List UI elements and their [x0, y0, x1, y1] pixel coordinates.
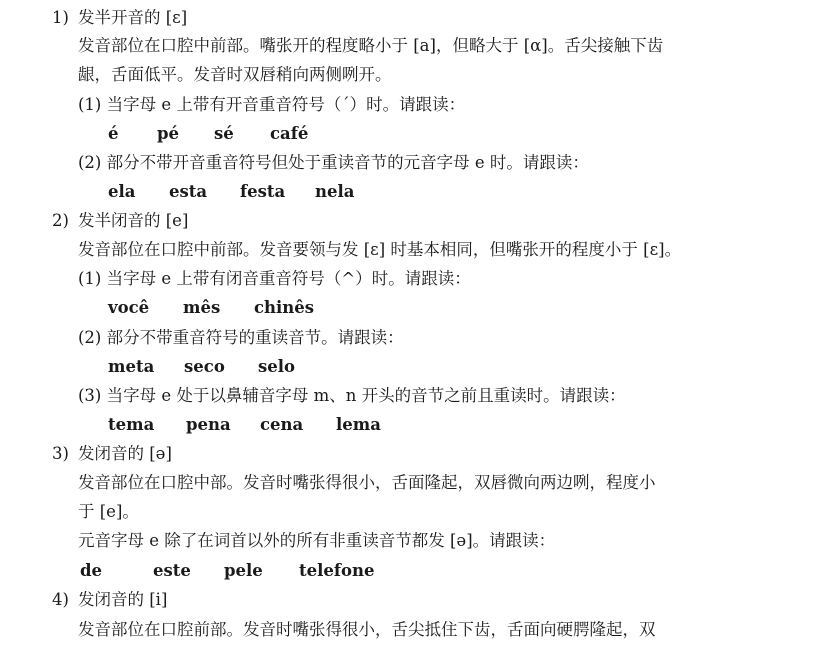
word: selo — [258, 357, 296, 376]
word: é — [108, 124, 119, 143]
word: este — [153, 561, 191, 580]
section-2-subitem-3-words — [108, 414, 381, 436]
section-1-number: 1) — [52, 8, 69, 27]
section-3-paragraph-line-3: 元音字母 e 除了在词首以外的所有非重读音节都发 [ə]。请跟读： — [78, 531, 556, 550]
section-4-paragraph-line-1: 发音部位在口腔前部。发音时嘴张得很小，舌尖抵住下齿，舌面向硬腭隆起，双 — [78, 620, 656, 639]
section-2-subitem-1-words — [108, 297, 314, 319]
section-2-subitem-2-words — [108, 356, 295, 378]
section-2-number: 2) — [52, 211, 69, 230]
word: meta — [108, 357, 155, 376]
section-2-subitem-1: (1) 当字母 e 上带有闭音重音符号（^）时。请跟读： — [78, 269, 471, 288]
section-1-subitem-1: (1) 当字母 e 上带有开音重音符号（´）时。请跟读： — [78, 95, 466, 114]
word: sé — [214, 124, 234, 143]
word: esta — [169, 182, 208, 201]
word: você — [108, 298, 150, 317]
section-3-title: 发闭音的 [ə] — [78, 444, 172, 463]
section-1-paragraph-line-2: 龈，舌面低平。发音时双唇稍向两侧咧开。 — [78, 65, 392, 84]
section-1-subitem-2-words — [108, 181, 354, 203]
word: festa — [240, 182, 286, 201]
section-3-words — [80, 560, 374, 582]
section-4-number: 4) — [52, 590, 69, 609]
section-3-paragraph-line-1: 发音部位在口腔中部。发音时嘴张得很小，舌面隆起，双唇微向两边咧，程度小 — [78, 473, 656, 492]
word: pele — [224, 561, 263, 580]
section-1-subitem-2: (2) 部分不带开音重音符号但处于重读音节的元音字母 e 时。请跟读： — [78, 153, 589, 172]
word: chinês — [254, 298, 315, 317]
section-1-paragraph-line-1: 发音部位在口腔中前部。嘴张开的程度略小于 [a]，但略大于 [α]。舌尖接触下齿 — [78, 36, 664, 55]
word: seco — [184, 357, 225, 376]
word: pena — [186, 415, 231, 434]
word: telefone — [299, 561, 375, 580]
section-3-paragraph-line-2: 于 [e]。 — [78, 502, 139, 521]
word: ela — [108, 182, 136, 201]
section-1-subitem-1-words — [108, 123, 308, 145]
word: tema — [108, 415, 155, 434]
word: lema — [336, 415, 381, 434]
section-3-number: 3) — [52, 444, 69, 463]
word: pé — [157, 124, 180, 143]
section-1-title: 发半开音的 [ɛ] — [78, 8, 188, 27]
word: café — [270, 124, 309, 143]
word: de — [80, 561, 103, 580]
section-4-title: 发闭音的 [i] — [78, 590, 168, 609]
word: nela — [315, 182, 355, 201]
section-2-paragraph-line-1: 发音部位在口腔中前部。发音要领与发 [ɛ] 时基本相同，但嘴张开的程度小于 [ɛ]。 — [78, 240, 682, 259]
word: cena — [260, 415, 304, 434]
section-2-subitem-2: (2) 部分不带重音符号的重读音节。请跟读： — [78, 328, 404, 347]
section-2-subitem-3: (3) 当字母 e 处于以鼻辅音字母 m、n 开头的音节之前且重读时。请跟读： — [78, 386, 626, 405]
word: mês — [183, 298, 221, 317]
section-2-title: 发半闭音的 [e] — [78, 211, 189, 230]
